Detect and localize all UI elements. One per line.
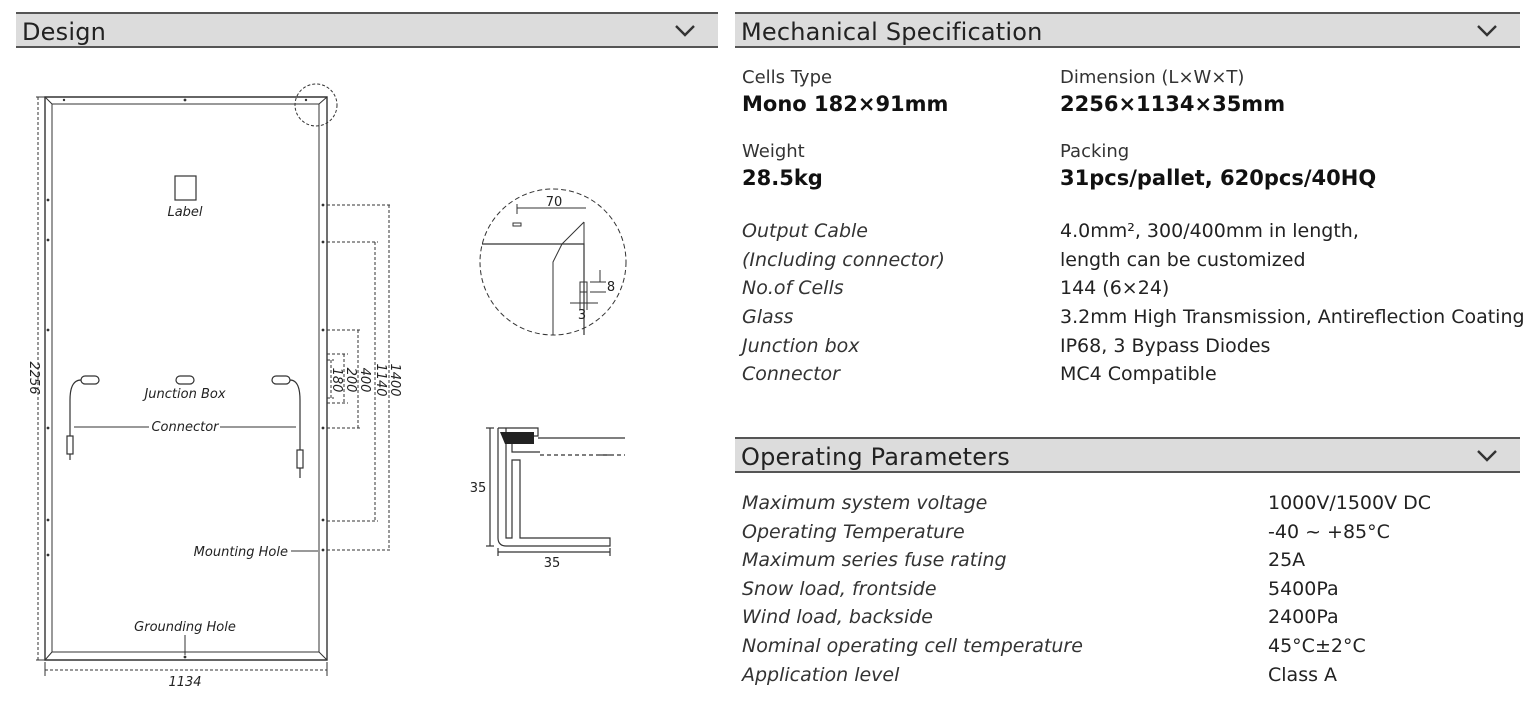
row-key: Nominal operating cell temperature — [742, 635, 1083, 657]
grounding-hole-text: Grounding Hole — [134, 620, 236, 635]
packing-value: 31pcs/pallet, 620pcs/40HQ — [1060, 166, 1377, 190]
weight-value: 28.5kg — [742, 166, 823, 190]
row-value: Class A — [1268, 664, 1338, 686]
design-header[interactable] — [16, 12, 718, 48]
weight — [742, 141, 823, 190]
row-key: Maximum system voltage — [742, 492, 988, 514]
dim-180-label: 180 — [329, 367, 344, 393]
cells-type-value: Mono 182×91mm — [742, 92, 949, 116]
row-key: Connector — [742, 363, 840, 385]
row-value: MC4 Compatible — [1060, 363, 1217, 385]
row-value: 2400Pa — [1268, 606, 1339, 628]
frame-height-label: 35 — [469, 481, 487, 496]
table-row — [742, 363, 1532, 392]
mechanical-header[interactable] — [735, 12, 1520, 48]
corner-70-label: 70 — [545, 195, 563, 210]
dimension-value: 2256×1134×35mm — [1060, 92, 1286, 116]
panel-design-drawing — [0, 60, 720, 700]
table-row — [742, 492, 1532, 521]
row-value: 1000V/1500V DC — [1268, 492, 1432, 514]
operating-table — [742, 492, 1532, 697]
chevron-down-icon[interactable] — [674, 24, 696, 38]
row-key: Snow load, frontside — [742, 578, 937, 600]
row-key: Junction box — [742, 335, 860, 357]
table-row — [742, 335, 1532, 364]
cells-type-label: Cells Type — [742, 67, 833, 88]
mechanical-title: Mechanical Specification — [741, 18, 1043, 46]
label-text: Label — [167, 205, 203, 220]
mounting-hole-text: Mounting Hole — [193, 545, 288, 560]
junction-box-text: Junction Box — [144, 387, 226, 402]
packing-label: Packing — [1060, 141, 1130, 162]
packing — [1060, 141, 1376, 190]
row-value: 25A — [1268, 549, 1306, 571]
row-value: 3.2mm High Transmission, Antireflection Coating — [1060, 306, 1525, 328]
corner-detail-marker — [295, 84, 337, 126]
dim-200-label: 200 — [343, 367, 358, 393]
edge-holes — [47, 99, 325, 659]
row-value: -40 ~ +85°C — [1268, 521, 1390, 543]
row-value: 144 (6×24) — [1060, 277, 1170, 299]
table-row — [742, 549, 1532, 578]
row-key: Application level — [742, 664, 900, 686]
operating-title: Operating Parameters — [741, 443, 1010, 471]
row-value: IP68, 3 Bypass Diodes — [1060, 335, 1271, 357]
table-row — [742, 606, 1532, 635]
row-key: Wind load, backside — [742, 606, 933, 628]
table-row — [742, 664, 1532, 693]
row-key: Maximum series fuse rating — [742, 549, 1007, 571]
table-row — [742, 306, 1532, 335]
dim-1400-label: 1400 — [387, 363, 402, 397]
operating-header[interactable] — [735, 437, 1520, 473]
chevron-down-icon[interactable] — [1476, 449, 1498, 463]
row-value: length can be customized — [1060, 249, 1306, 271]
row-value: 45°C±2°C — [1268, 635, 1366, 657]
length-label: 2256 — [26, 361, 41, 395]
panel-frame — [45, 97, 327, 660]
corner-8-label: 8 — [606, 280, 616, 295]
row-key: Glass — [742, 306, 794, 328]
chevron-down-icon[interactable] — [1476, 24, 1498, 38]
mechanical-table — [742, 220, 1532, 395]
cells-type — [742, 67, 948, 116]
table-row — [742, 249, 1532, 278]
weight-label: Weight — [742, 141, 805, 162]
connector-text: Connector — [151, 420, 219, 435]
dimension-label: Dimension (L×W×T) — [1060, 67, 1245, 88]
label-box — [175, 176, 196, 200]
frame-width-label: 35 — [543, 556, 561, 571]
width-label: 1134 — [168, 675, 202, 690]
table-row — [742, 521, 1532, 550]
table-row — [742, 578, 1532, 607]
dim-1140-label: 1140 — [373, 363, 388, 397]
table-row — [742, 277, 1532, 306]
table-row — [742, 220, 1532, 249]
row-value: 5400Pa — [1268, 578, 1339, 600]
frame-cross-section — [486, 428, 625, 556]
row-key: Output Cable — [742, 220, 868, 242]
design-title: Design — [22, 18, 107, 46]
dim-400-label: 400 — [357, 367, 372, 393]
table-row — [742, 635, 1532, 664]
row-value: 4.0mm², 300/400mm in length, — [1060, 220, 1359, 242]
row-key: No.of Cells — [742, 277, 844, 299]
corner-detail — [480, 189, 626, 335]
dimension — [1060, 67, 1285, 116]
row-key: Operating Temperature — [742, 521, 965, 543]
corner-3-label: 3 — [577, 308, 587, 323]
row-key: (Including connector) — [742, 249, 945, 271]
width-dimension — [45, 662, 327, 676]
